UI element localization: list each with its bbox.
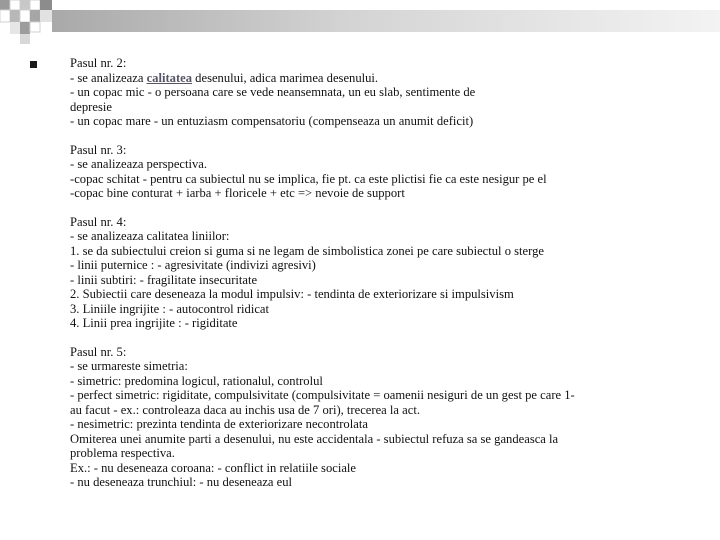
text-line: - un copac mic - o persoana care se vede neansemnata, un eu slab, sentimente de [70, 85, 476, 99]
deco-square [30, 22, 40, 32]
deco-square [0, 10, 10, 22]
text-line: 1. se da subiectului creion si guma si ne legam de simbolistica zonei pe care subiectul o sterge [70, 243, 544, 258]
deco-square [20, 0, 30, 10]
text-line: - un copac mare - un entuziasm compensatoriu (compenseaza un anumit deficit) [70, 114, 474, 128]
text-line: - perfect simetric: rigiditate, compulsivitate (compulsivitate = oamenii nesiguri de un gest pe care 1- [70, 388, 575, 402]
step-heading: Pasul nr. 3: [70, 142, 127, 157]
hyperlink-calitatea[interactable]: calitatea [146, 70, 193, 85]
deco-square [40, 0, 52, 10]
deco-square [40, 10, 52, 22]
header-decoration [0, 0, 720, 50]
step-heading: Pasul nr. 2: [70, 56, 127, 70]
text-line: - nu deseneaza trunchiul: - nu deseneaza eul [70, 475, 293, 489]
text-line: - simetric: predomina logicul, rationalul, controlul [70, 373, 323, 388]
text-line: problema respectiva. [70, 446, 175, 460]
paragraph-step-5 [70, 345, 690, 490]
deco-square [30, 0, 40, 10]
step-heading: Pasul nr. 4: [70, 214, 127, 229]
deco-square [10, 22, 20, 34]
text-line: - se analizeaza perspectiva. [70, 157, 208, 171]
text-line: - linii puternice : - agresivitate (indivizi agresivi) [70, 258, 316, 272]
text-line: - nesimetric: prezinta tendinta de exteriorizare necontrolata [70, 417, 368, 431]
text-line: 4. Linii prea ingrijite : - rigiditate [70, 316, 238, 330]
text-line: -copac schitat - pentru ca subiectul nu se implica, fie pt. ca este plictisi fie ca este nesigur pe el [70, 171, 547, 186]
deco-square [10, 0, 20, 10]
header-bar [52, 10, 720, 32]
text-line: Ex.: - nu deseneaza coroana: - conflict in relatiile sociale [70, 460, 357, 475]
deco-square [0, 0, 10, 10]
paragraph-step-4 [70, 215, 690, 331]
slide-body [70, 56, 690, 504]
deco-square [20, 34, 30, 44]
text-line [70, 71, 690, 86]
text-line: depresie [70, 99, 112, 114]
deco-square [20, 22, 30, 34]
paragraph-step-2 [70, 56, 690, 129]
text-line: - linii subtiri: - fragilitate insecuritate [70, 272, 258, 287]
deco-square [30, 10, 40, 22]
text-line: 3. Liniile ingrijite : - autocontrol ridicat [70, 301, 269, 316]
deco-square [10, 10, 20, 22]
line-suffix: desenului, adica marimea desenului. [192, 70, 379, 85]
step-heading: Pasul nr. 5: [70, 344, 127, 359]
text-line: - se analizeaza calitatea liniilor: [70, 229, 230, 243]
text-line: -copac bine conturat + iarba + floricele + etc => nevoie de support [70, 186, 405, 200]
text-line: au facut - ex.: controleaza daca au inchis usa de 7 ori), trecerea la act. [70, 402, 420, 417]
text-line: 2. Subiectii care deseneaza la modul impulsiv: - tendinta de exteriorizare si impulsivism [70, 287, 514, 301]
paragraph-step-3 [70, 143, 690, 201]
bullet-square-icon [30, 61, 37, 68]
deco-square [20, 10, 30, 22]
text-line: Omiterea unei anumite parti a desenului, nu este accidentala - subiectul refuza sa se gandeasca la [70, 431, 559, 446]
line-prefix: - se analizeaza [70, 70, 147, 85]
text-line: - se urmareste simetria: [70, 359, 188, 373]
